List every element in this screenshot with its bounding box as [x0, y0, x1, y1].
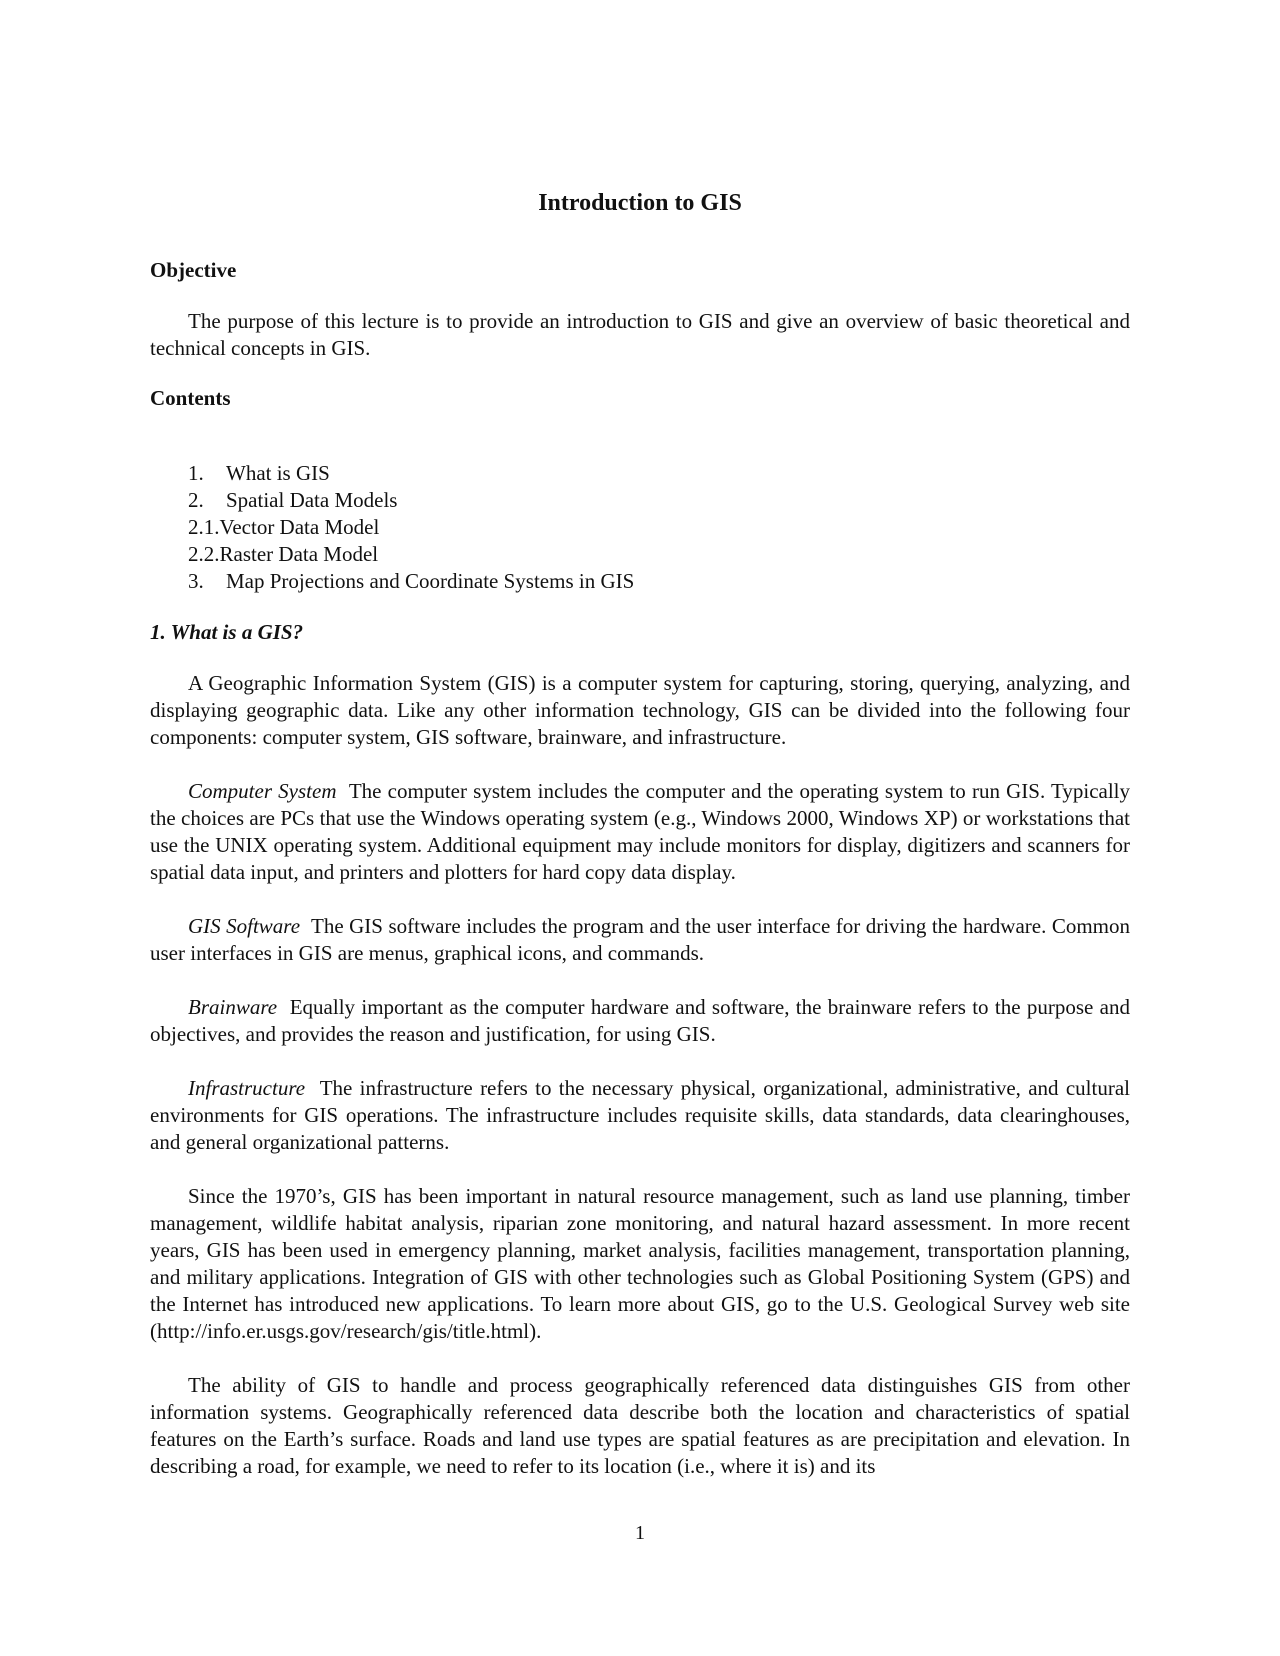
component-gis-software-paragraph [150, 913, 1130, 967]
contents-item-label: Spatial Data Models [226, 488, 398, 512]
contents-item-label: What is GIS [226, 461, 330, 485]
section-1-history-paragraph: Since the 1970’s, GIS has been important in natural resource management, such as land use planning, timber management, wildlife habitat analysis, riparian zone monitoring, and natural hazard assessment. In more recent years, GIS has been used in emergency planning, market analysis, facilities management, transportation planning, and military applications. Integration of GIS with other technologies such as Global Positioning System (GPS) and the Internet has introduced new applications. To learn more about GIS, go to the U.S. Geological Survey web site (http://info.er.usgs.gov/research/gis/title.html). [150, 1184, 1130, 1343]
contents-item [188, 568, 634, 595]
contents-item-number: 2.2. [188, 542, 220, 566]
component-computer-system-text: The computer system includes the computer and the operating system to run GIS. Typically the choices are PCs that use the Windows operating system (e.g., Windows 2000, Windows XP) or workstations that use the UNIX operating system. Additional equipment may include monitors for display, digitizers and scanners for spatial data input, and printers and plotters for hard copy data display. [150, 779, 1131, 884]
component-infrastructure-paragraph [150, 1075, 1130, 1156]
component-brainware-text: Equally important as the computer hardware and software, the brainware refers to the purpose and objectives, and provides the reason and justification, for using GIS. [150, 995, 1130, 1046]
contents-item-number: 1. [188, 461, 204, 485]
contents-list [188, 460, 634, 595]
component-infrastructure-lead: Infrastructure [188, 1076, 306, 1100]
contents-item-label: Map Projections and Coordinate Systems in GIS [226, 569, 635, 593]
contents-item [188, 514, 634, 541]
component-brainware-lead: Brainware [188, 995, 278, 1019]
contents-item-label: Raster Data Model [219, 542, 379, 566]
document-page [150, 0, 1130, 1656]
contents-heading: Contents [150, 386, 231, 410]
objective-heading: Objective [150, 258, 237, 282]
contents-item [188, 487, 634, 514]
contents-item [188, 541, 634, 568]
contents-item-number: 3. [188, 569, 204, 593]
component-infrastructure-text: The infrastructure refers to the necessary physical, organizational, administrative, and cultural environments for GIS operations. The infrastructure includes requisite skills, data standards, data clearinghouses, and general organizational patterns. [150, 1076, 1130, 1154]
section-1-ability-paragraph: The ability of GIS to handle and process geographically referenced data distinguishes GIS from other information systems. Geographically referenced data describe both the location and characteristics of spatial features on the Earth’s surface. Roads and land use types are spatial features as are precipitation and elevation. In describing a road, for example, we need to refer to its location (i.e., where it is) and its [150, 1373, 1130, 1478]
section-1-heading: 1. What is a GIS? [150, 620, 304, 644]
contents-item-number: 2.1. [188, 515, 220, 539]
objective-paragraph: The purpose of this lecture is to provide an introduction to GIS and give an overview of basic theoretical and technical concepts in GIS. [150, 309, 1130, 360]
component-brainware-paragraph [150, 994, 1130, 1048]
component-gis-software-text: The GIS software includes the program and the user interface for driving the hardware. Common user interfaces in GIS are menus, graphical icons, and commands. [150, 914, 1131, 965]
contents-item-number: 2. [188, 488, 204, 512]
contents-item [188, 460, 634, 487]
contents-item-label: Vector Data Model [219, 515, 380, 539]
component-computer-system-lead: Computer System [188, 779, 337, 803]
component-gis-software-lead: GIS Software [188, 914, 301, 938]
component-computer-system-paragraph [150, 778, 1130, 886]
document-title: Introduction to GIS [538, 190, 742, 216]
section-1-intro-paragraph: A Geographic Information System (GIS) is a computer system for capturing, storing, querying, analyzing, and displaying geographic data. Like any other information technology, GIS can be divided into the following four components: computer system, GIS software, brainware, and infrastructure. [150, 671, 1130, 749]
page-number: 1 [635, 1522, 645, 1544]
